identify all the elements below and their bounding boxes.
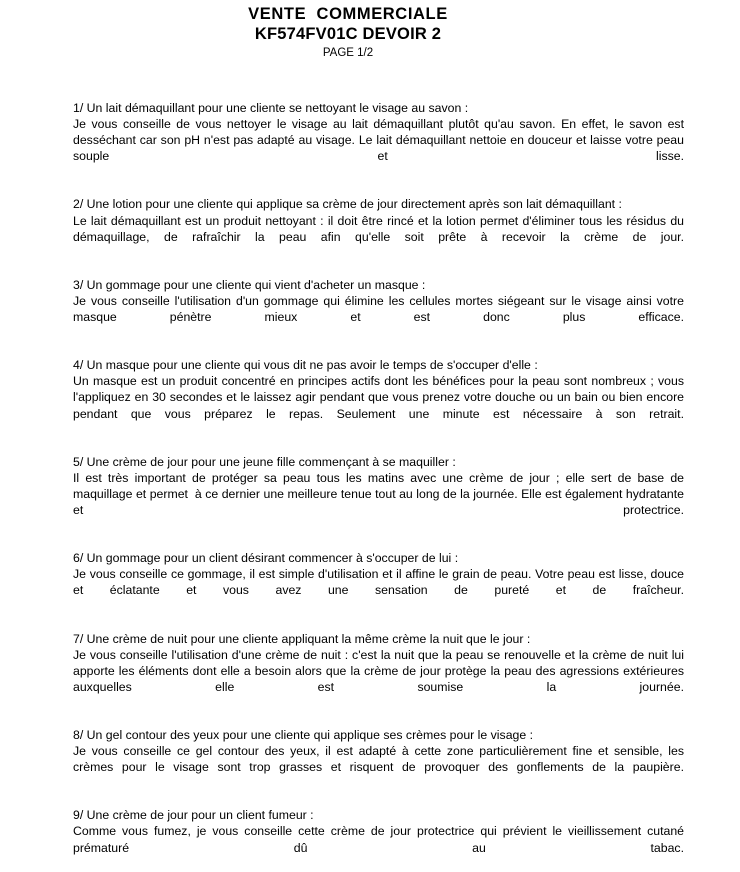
document-title-line-2: KF574FV01C DEVOIR 2 [254,25,442,43]
qa-question: 9/ Une crème de jour pour un client fumeur : [73,808,314,823]
qa-block [73,454,688,534]
qa-block [73,631,688,711]
qa-block [73,196,688,260]
qa-block [73,727,688,791]
qa-question: 7/ Une crème de nuit pour une cliente appliquant la même crème la nuit que le jour : [73,631,531,646]
qa-block [73,550,688,614]
qa-answer: Je vous conseille de vous nettoyer le visage au lait démaquillant plutôt qu'au savon. En effet, le savon est desséchant car son pH n'est pas adapté au visage. Le lait démaquillant nettoie en douceur et laisse votre peau souple et lisse. [73,117,688,164]
qa-question: 2/ Une lotion pour une cliente qui applique sa crème de jour directement après son lait démaquillant : [73,197,622,212]
document-header [0,4,740,61]
qa-question: 8/ Un gel contour des yeux pour une cliente qui applique ses crèmes pour le visage : [73,728,534,742]
qa-block [73,807,688,871]
qa-answer: Je vous conseille l'utilisation d'une crème de nuit : c'est la nuit que la peau se renouvelle et la crème de nuit lui apporte les éléments dont elle a besoin alors que la crème de jour protège la peau des agressions extérieures auxquelles elle est soumise la journée. [73,647,688,694]
document-title-line-1: VENTE COMMERCIALE [248,5,448,23]
qa-answer: Le lait démaquillant est un produit nettoyant : il doit être rincé et la lotion permet d'éliminer tous les résidus du démaquillage, de rafraîchir la peau afin qu'elle soit prête à recevoir la crème de jour. [73,213,688,244]
qa-question: 3/ Un gommage pour une cliente qui vient d'acheter un masque : [73,277,426,292]
page-number-label: PAGE 1/2 [322,47,374,59]
qa-answer: Je vous conseille ce gommage, il est simple d'utilisation et il affine le grain de peau. Votre peau est lisse, douce et éclatante et vous avez une sensation de pureté et de fraîcheur. [73,567,688,598]
qa-answer: Comme vous fumez, je vous conseille cette crème de jour protectrice qui prévient le vieillissement cutané prématuré dû au tabac. [73,824,688,855]
qa-answer: Je vous conseille l'utilisation d'un gommage qui élimine les cellules mortes siégeant sur le visage ainsi votre masque pénètre mieux et est donc plus efficace. [73,293,688,325]
qa-answer: Un masque est un produit concentré en principes actifs dont les bénéfices pour la peau sont nombreux ; vous l'appliquez en 30 secondes et le laissez agir pendant que vous prenez votre douche ou un bain ou bien encore pendant que vous préparez le repas. Seulement une minute est nécessaire à son retrait. [73,374,688,421]
qa-question: 4/ Un masque pour une cliente qui vous dit ne pas avoir le temps de s'occuper d'elle : [73,358,538,373]
qa-question: 6/ Un gommage pour un client désirant commencer à s'occuper de lui : [73,551,459,566]
document-body [73,100,688,872]
qa-question: 1/ Un lait démaquillant pour une cliente se nettoyant le visage au savon : [73,101,469,115]
qa-question: 5/ Une crème de jour pour une jeune fille commençant à se maquiller : [73,454,456,469]
qa-block [73,100,688,180]
qa-block [73,357,688,437]
qa-block [73,277,688,341]
qa-answer: Il est très important de protéger sa peau tous les matins avec une crème de jour ; elle sert de base de maquillage et permet à ce dernier une meilleure tenue tout au long de la journée. Elle est également hydratante et protectrice. [73,470,688,517]
qa-answer: Je vous conseille ce gel contour des yeux, il est adapté à cette zone particulièrement fine et sensible, les crèmes pour le visage sont trop grasses et risquent de provoquer des gonflements de la paupière. [73,744,688,775]
